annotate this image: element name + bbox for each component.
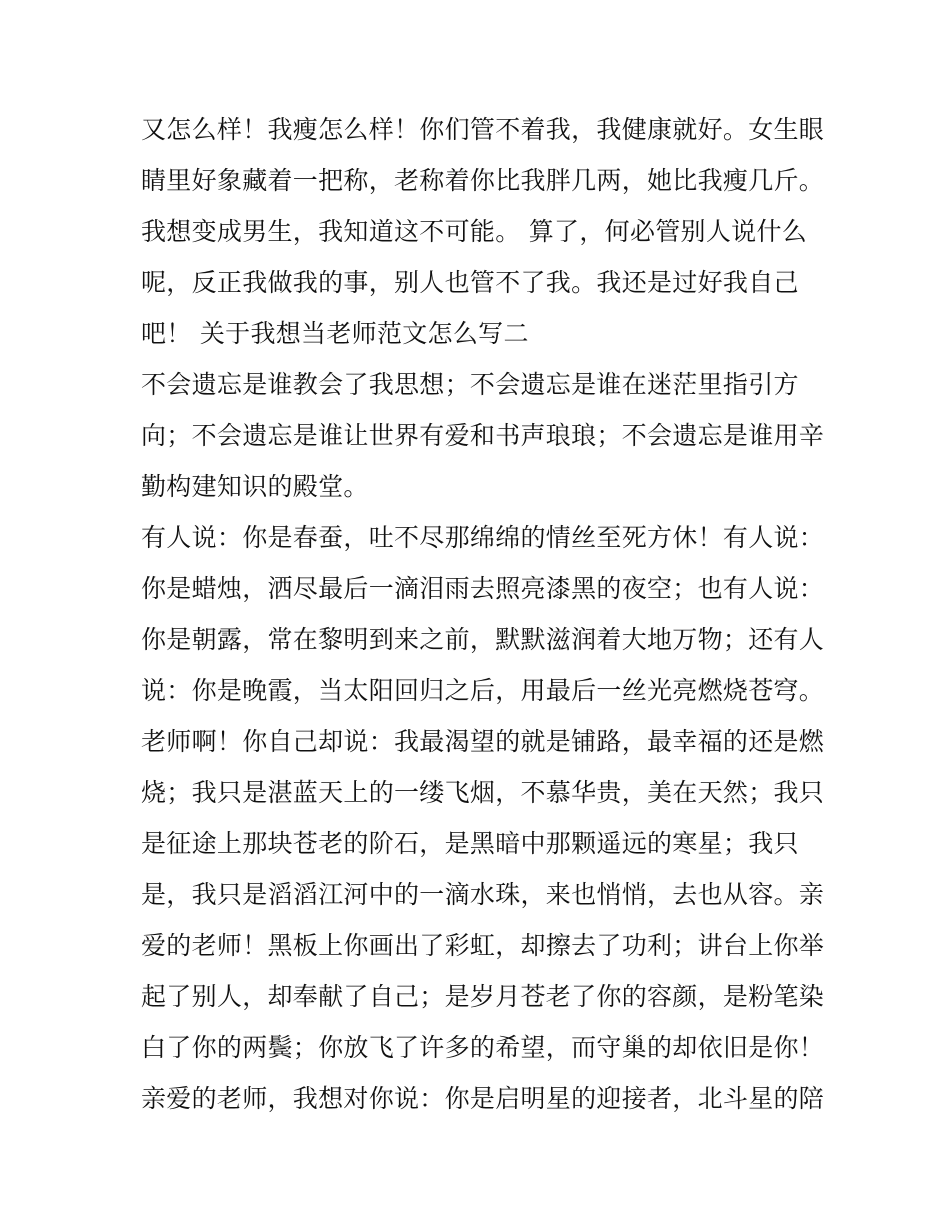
text-line: 说：你是晚霞，当太阳回归之后，用最后一丝光亮燃烧苍穹。 — [141, 676, 825, 705]
text-line: 又怎么样！我瘦怎么样！你们管不着我，我健康就好。女生眼 — [141, 115, 825, 144]
text-line: 白了你的两鬓；你放飞了许多的希望，而守巢的却依旧是你！ — [141, 1033, 825, 1062]
text-line: 不会遗忘是谁教会了我思想；不会遗忘是谁在迷茫里指引方 — [141, 370, 799, 399]
body-text — [141, 104, 825, 1124]
text-line: 吧！ 关于我想当老师范文怎么写二 — [141, 319, 529, 348]
text-line: 呢，反正我做我的事，别人也管不了我。我还是过好我自己 — [141, 268, 799, 297]
text-line: 睛里好象藏着一把称，老称着你比我胖几两，她比我瘦几斤。 — [141, 166, 825, 195]
text-line: 有人说：你是春蚕，吐不尽那绵绵的情丝至死方休！有人说： — [141, 523, 825, 552]
text-line: 你是蜡烛，洒尽最后一滴泪雨去照亮漆黑的夜空；也有人说： — [141, 574, 825, 603]
text-line: 向；不会遗忘是谁让世界有爱和书声琅琅；不会遗忘是谁用辛 — [141, 421, 825, 450]
text-line: 起了别人，却奉献了自己；是岁月苍老了你的容颜，是粉笔染 — [141, 982, 825, 1011]
text-line: 我想变成男生，我知道这不可能。 算了，何必管别人说什么 — [141, 217, 808, 246]
text-line: 亲爱的老师，我想对你说：你是启明星的迎接者，北斗星的陪 — [141, 1084, 825, 1113]
text-line: 是征途上那块苍老的阶石，是黑暗中那颗遥远的寒星；我只 — [141, 829, 799, 858]
text-line: 爱的老师！黑板上你画出了彩虹，却擦去了功利；讲台上你举 — [141, 931, 825, 960]
text-line: 老师啊！你自己却说：我最渴望的就是铺路，最幸福的还是燃 — [141, 727, 825, 756]
text-line: 烧；我只是湛蓝天上的一缕飞烟，不慕华贵，美在天然；我只 — [141, 778, 825, 807]
text-line: 勤构建知识的殿堂。 — [141, 472, 369, 501]
text-line: 你是朝露，常在黎明到来之前，默默滋润着大地万物；还有人 — [141, 625, 825, 654]
text-line: 是，我只是滔滔江河中的一滴水珠，来也悄悄，去也从容。亲 — [141, 880, 825, 909]
